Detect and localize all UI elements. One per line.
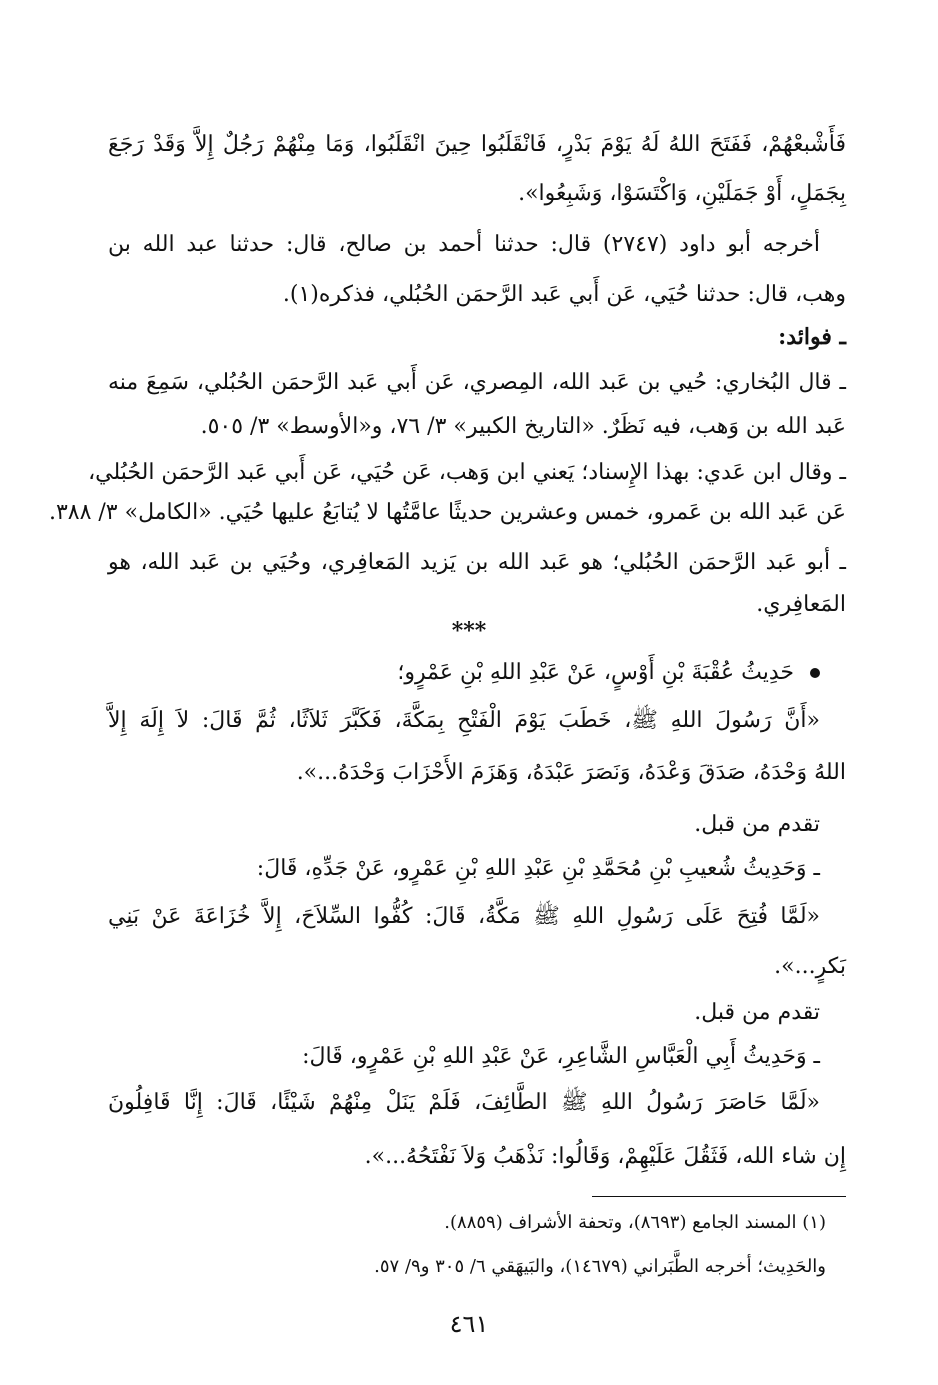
body-line-2: بِجَمَلٍ، أَوْ جَمَلَيْنِ، وَاكْتَسَوْا، وَشَبِعُوا». bbox=[518, 181, 846, 206]
hadith-1-title-text: حَدِيثُ عُقْبَةَ بْنِ أَوْسٍ، عَنْ عَبْدِ اللهِ بْنِ عَمْرٍو؛ bbox=[397, 660, 794, 685]
body-line-3: أخرجه أبو داود (٢٧٤٧) قال: حدثنا أحمد بن صالح، قال: حدثنا عبد الله بن bbox=[108, 232, 820, 257]
hadith-3-line-2: إِن شاء الله، فَثَقُلَ عَلَيْهِمْ، وَقَالُوا: نَذْهَبُ وَلاَ نَفْتَحُهُ...». bbox=[364, 1144, 846, 1169]
hadith-3-title: ـ وَحَدِيثُ أَبِي الْعَبَّاسِ الشَّاعِرِ، عَنْ عَبْدِ اللهِ بْنِ عَمْرٍو، قَالَ: bbox=[302, 1044, 820, 1069]
page-number: ٤٦١ bbox=[449, 1310, 489, 1338]
hadith-3-line-1: «لَمَّا حَاصَرَ رَسُولُ اللهِ ﷺ الطَّائِفَ، فَلَمْ يَنَلْ مِنْهُمْ شَيْئًا، قَالَ: إِنَّا قَافِلُونَ bbox=[108, 1090, 820, 1115]
body-line-11: المَعافِري. bbox=[756, 592, 846, 617]
footnote-divider bbox=[592, 1196, 846, 1197]
hadith-2-note: تقدم من قبل. bbox=[694, 1000, 820, 1025]
hadith-2-line-2: بَكرٍ...». bbox=[774, 954, 846, 979]
section-separator: *** bbox=[451, 618, 487, 644]
fawaid-heading: ـ فوائد: bbox=[778, 324, 846, 350]
hadith-1-note: تقدم من قبل. bbox=[694, 812, 820, 837]
hadith-1-title bbox=[108, 656, 820, 690]
body-line-8: ـ وقال ابن عَدي: بهذا الإِسناد؛ يَعني ابن وَهب، عَن حُيَي، عَن أَبي عَبد الرَّحمَن الحُبُلي، bbox=[88, 460, 846, 485]
body-line-4: وهب، قال: حدثنا حُيَي، عَن أَبي عَبد الرَّحمَن الحُبُلي، فذكره(١). bbox=[282, 282, 846, 307]
body-line-6: ـ قال البُخاري: حُيي بن عَبد الله، المِصري، عَن أَبي عَبد الرَّحمَن الحُبُلي، سَمِعَ منه bbox=[108, 370, 846, 395]
hadith-1-line-2: اللهُ وَحْدَهُ، صَدَقَ وَعْدَهُ، وَنَصَرَ عَبْدَهُ، وَهَزَمَ الأَحْزَابَ وَحْدَهُ...». bbox=[296, 760, 846, 785]
body-line-10: ـ أبو عَبد الرَّحمَن الحُبُلي؛ هو عَبد الله بن يَزيد المَعافِري، وحُيَي بن عَبد الله، هو bbox=[108, 550, 846, 575]
body-line-9: عَن عَبد الله بن عَمرو، خمس وعشرين حديثًا عامَّتُها لا يُتابَعُ عليها حُيَي. «الكامل» ٣/ ٣٨٨. bbox=[48, 500, 846, 525]
hadith-2-title: ـ وَحَدِيثُ شُعيبِ بْنِ مُحَمَّدِ بْنِ عَبْدِ اللهِ بْنِ عَمْرٍو، عَنْ جَدِّهِ، قَالَ: bbox=[256, 856, 820, 881]
hadith-2-line-1: «لَمَّا فُتِحَ عَلَى رَسُولِ اللهِ ﷺ مَكَّةُ، قَالَ: كُفُّوا السِّلاَحَ، إِلاَّ خُزَاعَةَ عَنْ بَنِي bbox=[108, 904, 820, 929]
footnote-2: والحَدِيث؛ أخرجه الطَّبَراني (١٤٦٧٩)، والبَيهَقي ٦/ ٣٠٥ و٩/ ٥٧. bbox=[374, 1256, 826, 1277]
bullet-icon bbox=[810, 668, 820, 678]
body-line-1: فَأَشْبعْهُمْ، فَفَتَحَ اللهُ لَهُ يَوْمَ بَدْرٍ، فَانْقَلَبُوا حِينَ انْقَلَبُوا، وَمَا مِنْهُمْ رَجُلٌ إِلاَّ وَقَدْ رَجَعَ bbox=[108, 132, 846, 157]
hadith-1-line-1: «أَنَّ رَسُولَ اللهِ ﷺ، خَطَبَ يَوْمَ الْفَتْحِ بِمَكَّةَ، فَكَبَّرَ ثَلاَثًا، ثُمَّ قَالَ: لاَ إِلَهَ إِلاَّ bbox=[108, 708, 820, 733]
body-line-7: عَبد الله بن وَهب، فيه نَظَرٌ. «التاريخ الكبير» ٣/ ٧٦، و«الأوسط» ٣/ ٥٠٥. bbox=[200, 414, 846, 439]
footnote-1: (١) المسند الجامع (٨٦٩٣)، وتحفة الأشراف (٨٨٥٩). bbox=[444, 1212, 826, 1233]
